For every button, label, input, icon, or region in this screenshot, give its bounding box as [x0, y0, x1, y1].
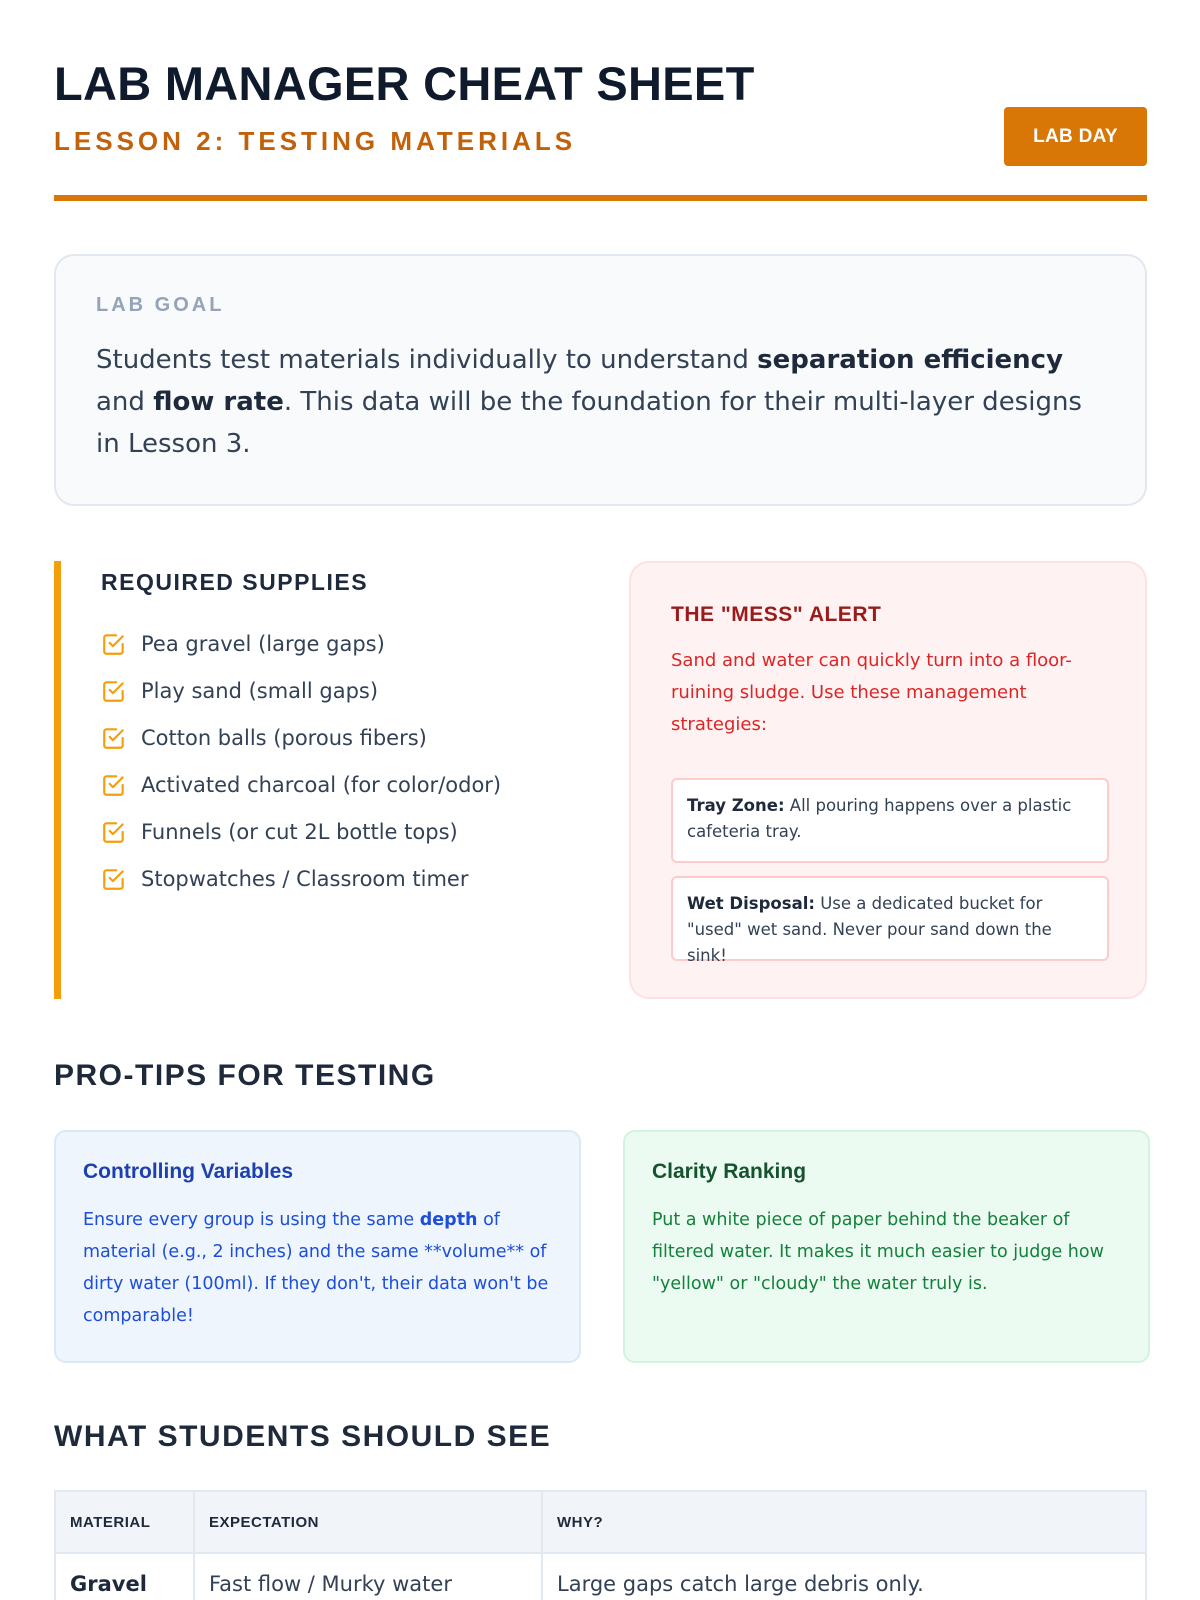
supply-item [101, 761, 574, 808]
cell-material: Gravel [55, 1553, 194, 1600]
supply-item [101, 620, 574, 667]
goal-emphasis-flow-rate: flow rate [153, 387, 284, 417]
table-header-row [55, 1491, 1146, 1553]
mess-tip-label: Wet Disposal: [687, 894, 815, 913]
checkbox-checked-icon [101, 678, 127, 704]
mess-tip-label: Tray Zone: [687, 796, 785, 815]
page-title: LAB MANAGER CHEAT SHEET [54, 57, 755, 110]
checkbox-checked-icon [101, 866, 127, 892]
tip-card-controlling-variables [54, 1130, 581, 1363]
mess-alert-text: Sand and water can quickly turn into a floor-ruining sludge. Use these management strategies: [671, 650, 1072, 735]
supply-item [101, 714, 574, 761]
mess-alert-title: THE "MESS" ALERT [671, 603, 882, 626]
lab-goal-label: LAB GOAL [96, 294, 225, 316]
supply-label: Stopwatches / Classroom timer [141, 866, 469, 891]
tip-text [83, 1204, 552, 1332]
goal-text-part: Students test materials individually to understand [96, 345, 758, 375]
supply-label: Play sand (small gaps) [141, 678, 379, 703]
supply-list [101, 620, 574, 902]
supplies-title: REQUIRED SUPPLIES [101, 569, 369, 595]
expectations-title: WHAT STUDENTS SHOULD SEE [54, 1420, 552, 1453]
mess-alert-card [629, 561, 1147, 999]
column-header-why: WHY? [542, 1491, 1146, 1553]
mess-tip-wet-disposal [671, 876, 1109, 965]
column-header-expectation: EXPECTATION [194, 1491, 542, 1553]
lab-day-badge: LAB DAY [1004, 107, 1147, 166]
header-divider [54, 195, 1147, 201]
page-subtitle: LESSON 2: TESTING MATERIALS [54, 126, 577, 156]
checkbox-checked-icon [101, 772, 127, 798]
pro-tips-title: PRO-TIPS FOR TESTING [54, 1059, 436, 1092]
cell-expectation: Fast flow / Murky water [194, 1553, 542, 1600]
tip-text-part: Ensure every group is using the same [83, 1210, 420, 1230]
page-header [54, 56, 1147, 202]
tip-heading: Clarity Ranking [652, 1160, 807, 1183]
supply-label: Cotton balls (porous fibers) [141, 725, 427, 750]
tip-text-part: of material (e.g., 2 inches) and the same **volume** of dirty water (100ml). If they don't, their data won't be comparable! [83, 1210, 549, 1326]
supply-label: Activated charcoal (for color/odor) [141, 772, 502, 797]
tip-heading: Controlling Variables [83, 1160, 294, 1183]
tip-emphasis-depth: depth [419, 1210, 478, 1230]
expectations-table [54, 1490, 1147, 1600]
mess-tip-tray-zone [671, 778, 1109, 863]
column-header-material: MATERIAL [55, 1491, 194, 1553]
supply-item [101, 667, 574, 714]
mess-tip-text: Use a dedicated bucket for "used" wet sand. Never pour sand down the sink! [687, 894, 1052, 965]
supply-label: Funnels (or cut 2L bottle tops) [141, 819, 458, 844]
table-row [55, 1553, 1146, 1600]
lab-goal-card [54, 254, 1147, 506]
supply-item [101, 808, 574, 855]
tip-card-clarity-ranking [623, 1130, 1150, 1363]
cell-why: Large gaps catch large debris only. [542, 1553, 1146, 1600]
checkbox-checked-icon [101, 819, 127, 845]
supply-item [101, 855, 574, 902]
checkbox-checked-icon [101, 725, 127, 751]
goal-emphasis-separation: separation efficiency [757, 345, 1064, 375]
goal-text-part: and [96, 387, 154, 417]
supply-label: Pea gravel (large gaps) [141, 631, 385, 656]
required-supplies [54, 561, 574, 999]
lab-goal-text [96, 339, 1105, 465]
checkbox-checked-icon [101, 631, 127, 657]
tip-text: Put a white piece of paper behind the beaker of filtered water. It makes it much easier to judge how "yellow" or "cloudy" the water truly is. [652, 1210, 1104, 1294]
goal-text-part: . This data will be the foundation for their multi-layer designs in Lesson 3. [96, 387, 1082, 459]
mess-tip-text: All pouring happens over a plastic cafeteria tray. [687, 796, 1072, 841]
